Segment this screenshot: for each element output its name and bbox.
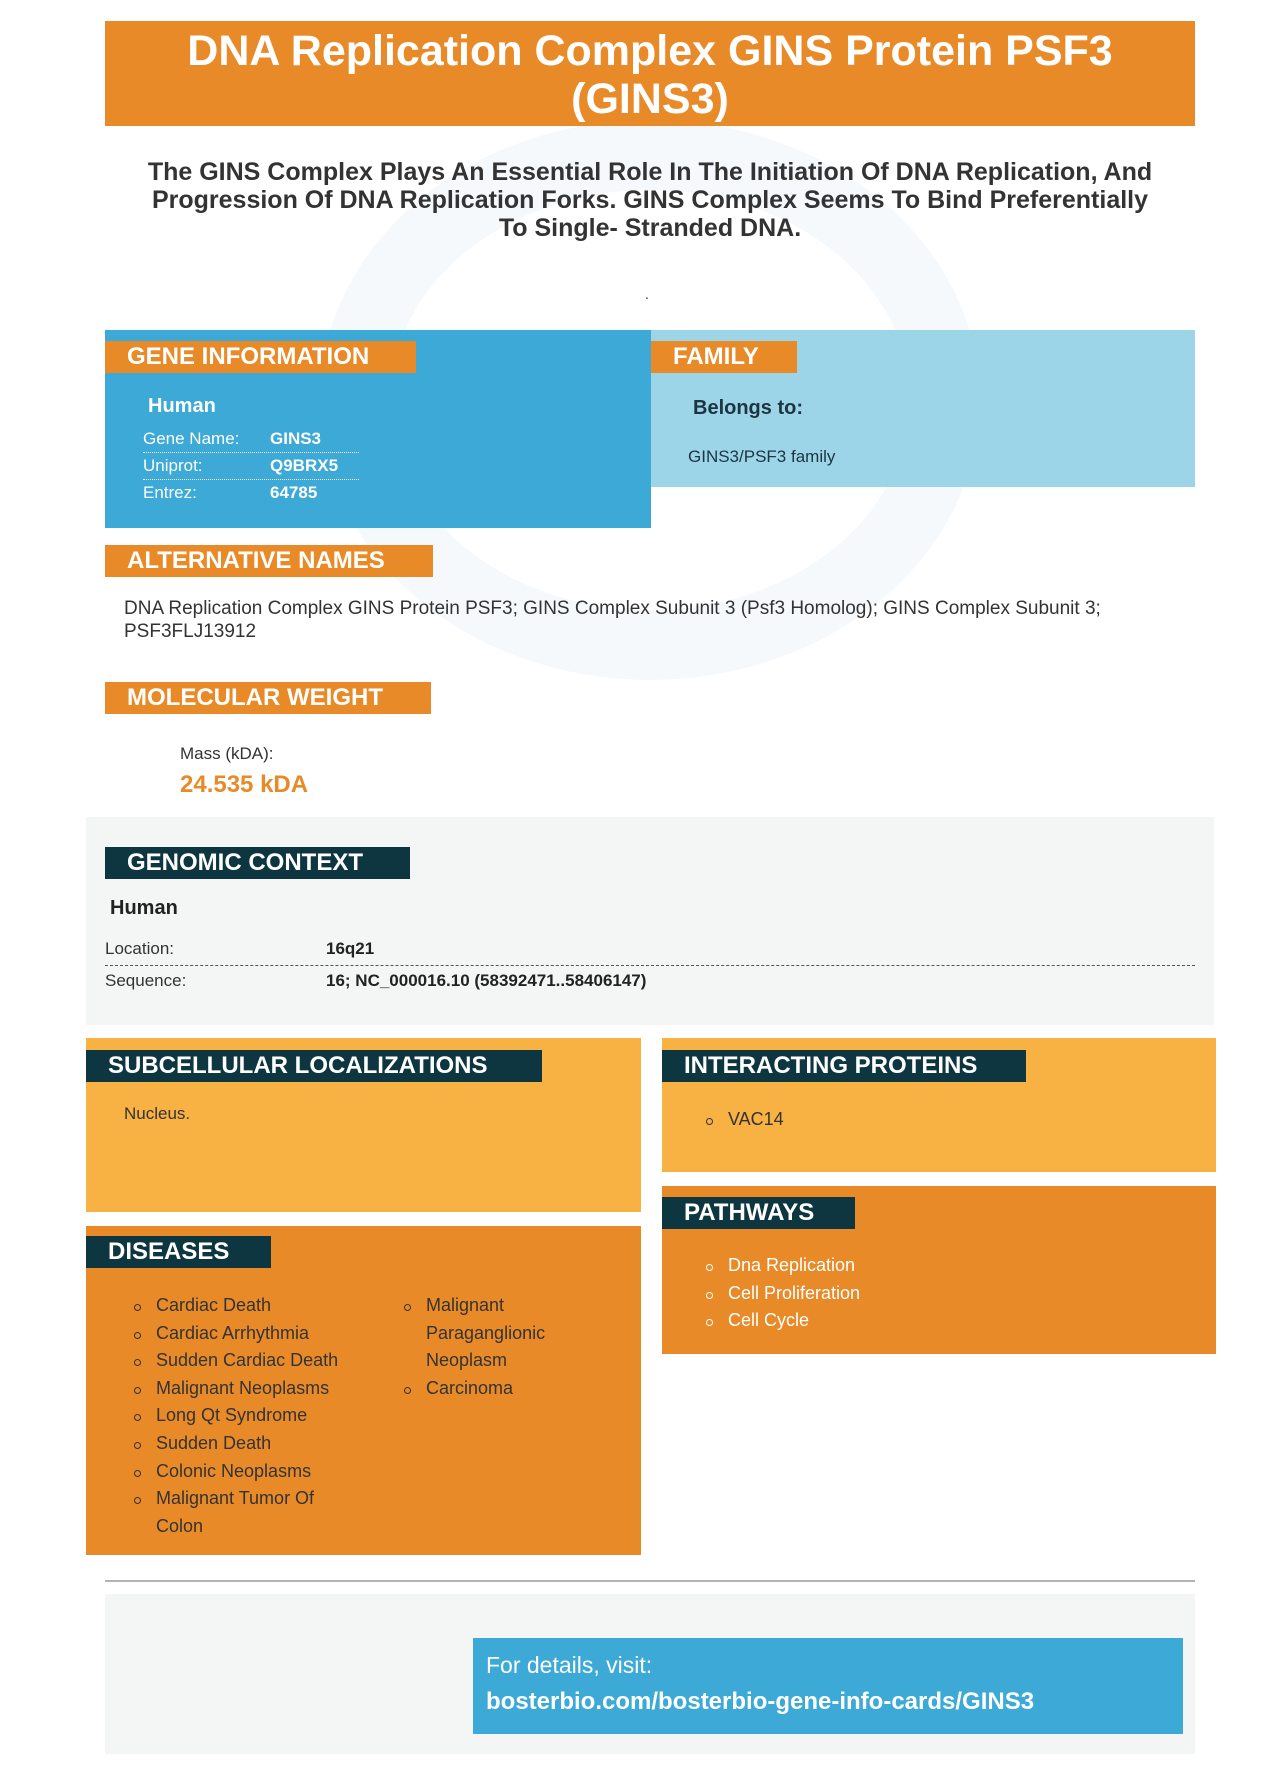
visit-box xyxy=(473,1638,1183,1734)
family-heading: FAMILY xyxy=(651,341,797,373)
family-belongs-label: Belongs to: xyxy=(693,397,803,419)
diseases-list-col1 xyxy=(132,1292,362,1540)
entrez-row xyxy=(143,480,359,506)
alternative-names-heading: ALTERNATIVE NAMES xyxy=(105,545,433,577)
page-subtitle: The GINS Complex Plays An Essential Role In The Initiation Of DNA Replication, And Progression Of DNA Replication Forks. GINS Complex Seems To Bind Preferentially To Single- Stranded DNA. xyxy=(147,158,1153,242)
genomic-species: Human xyxy=(110,897,178,919)
list-item: Colonic Neoplasms xyxy=(132,1458,362,1486)
sequence-value: 16; NC_000016.10 (58392471..58406147) xyxy=(326,971,647,990)
separator-dot: . xyxy=(645,286,649,302)
diseases-panel xyxy=(86,1226,641,1555)
list-item: Sudden Death xyxy=(132,1430,362,1458)
gene-information-heading: GENE INFORMATION xyxy=(105,341,416,373)
sequence-row xyxy=(105,969,1195,999)
gene-information-panel xyxy=(105,330,651,528)
gene-name-row xyxy=(143,426,359,453)
page-title: DNA Replication Complex GINS Protein PSF3 (GINS3) xyxy=(105,21,1195,126)
location-row xyxy=(105,935,1195,966)
list-item: VAC14 xyxy=(704,1106,784,1134)
subcellular-localizations-panel xyxy=(86,1038,641,1212)
list-item: Cell Cycle xyxy=(704,1307,860,1335)
uniprot-row xyxy=(143,453,359,480)
list-item: Cell Proliferation xyxy=(704,1280,860,1308)
entrez-value: 64785 xyxy=(270,483,318,502)
gene-name-label: Gene Name: xyxy=(143,429,240,448)
gene-name-value: GINS3 xyxy=(270,429,322,448)
location-value: 16q21 xyxy=(326,939,375,958)
diseases-list-col2 xyxy=(402,1292,552,1402)
interacting-proteins-list xyxy=(704,1106,784,1134)
diseases-heading: DISEASES xyxy=(86,1236,271,1268)
gene-species: Human xyxy=(148,395,216,417)
mass-value: 24.535 kDA xyxy=(180,771,309,798)
uniprot-label: Uniprot: xyxy=(143,456,203,475)
uniprot-value: Q9BRX5 xyxy=(270,456,339,475)
visit-label: For details, visit: xyxy=(486,1652,653,1678)
list-item: Long Qt Syndrome xyxy=(132,1402,362,1430)
pathways-panel xyxy=(662,1186,1216,1354)
genomic-context-heading: GENOMIC CONTEXT xyxy=(105,847,410,879)
footer-divider xyxy=(105,1580,1195,1582)
subcellular-text: Nucleus. xyxy=(124,1104,191,1123)
sequence-label: Sequence: xyxy=(105,971,187,990)
mass-label: Mass (kDA): xyxy=(180,744,274,763)
interacting-proteins-heading: INTERACTING PROTEINS xyxy=(662,1050,1026,1082)
pathways-list xyxy=(704,1252,860,1335)
subcellular-heading: SUBCELLULAR LOCALIZATIONS xyxy=(86,1050,542,1082)
family-panel xyxy=(651,330,1195,487)
alternative-names-text: DNA Replication Complex GINS Protein PSF3; GINS Complex Subunit 3 (Psf3 Homolog); GINS Complex Subunit 3; PSF3FLJ13912 xyxy=(124,598,1101,642)
list-item: Sudden Cardiac Death xyxy=(132,1347,362,1375)
entrez-label: Entrez: xyxy=(143,483,197,502)
interacting-proteins-panel xyxy=(662,1038,1216,1172)
list-item: Malignant Neoplasms xyxy=(132,1375,362,1403)
location-label: Location: xyxy=(105,939,174,958)
list-item: Carcinoma xyxy=(402,1375,552,1403)
list-item: Cardiac Arrhythmia xyxy=(132,1320,362,1348)
details-link[interactable]: bosterbio.com/bosterbio-gene-info-cards/GINS3 xyxy=(486,1688,1035,1715)
list-item: Dna Replication xyxy=(704,1252,860,1280)
family-value: GINS3/PSF3 family xyxy=(688,447,836,466)
genomic-context-panel xyxy=(86,817,1214,1025)
list-item: Malignant Tumor Of Colon xyxy=(132,1485,326,1540)
list-item: Malignant Paraganglionic Neoplasm xyxy=(402,1292,551,1375)
list-item: Cardiac Death xyxy=(132,1292,362,1320)
pathways-heading: PATHWAYS xyxy=(662,1197,855,1229)
molecular-weight-heading: MOLECULAR WEIGHT xyxy=(105,682,431,714)
